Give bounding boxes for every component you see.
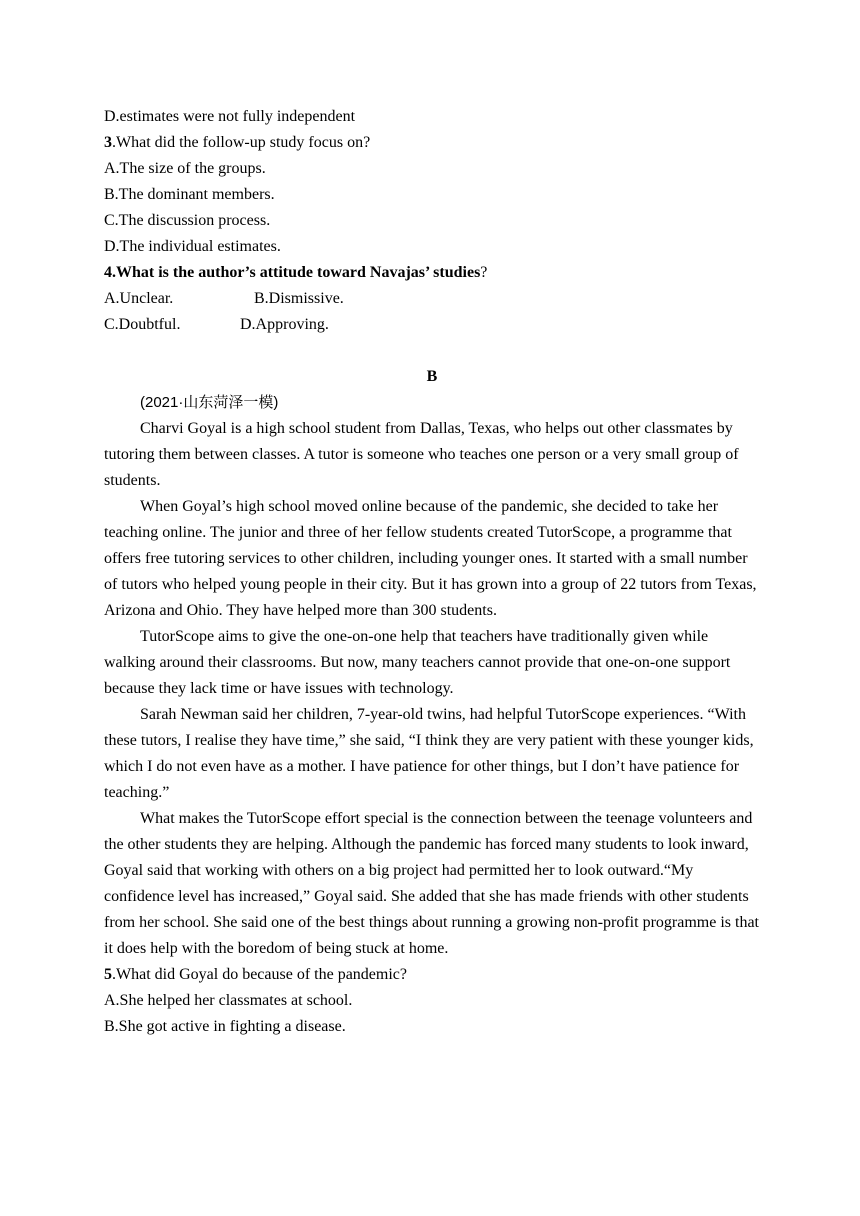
- q5-stem: [104, 962, 760, 988]
- q3-stem-text: .What did the follow-up study focus on?: [112, 134, 371, 151]
- section-title: B: [426, 368, 438, 385]
- q5-option-b: B.She got active in fighting a disease.: [104, 1018, 346, 1035]
- q4-option-d: D.Approving.: [240, 316, 329, 333]
- passage-source: (2021·山东菏泽一模): [140, 394, 279, 411]
- q4-options-row-1: [104, 286, 760, 312]
- passage-paragraph-2: When Goyal’s high school moved online because of the pandemic, she decided to take her teaching online. The junior and three of her fellow students created TutorScope, a programme that offers free tutoring services to other children, including younger ones. It started with a small number of tutors who helped young people in their city. But it has grown into a group of 22 tutors from Texas, Arizona and Ohio. They have helped more than 300 students.: [104, 498, 757, 619]
- q5-stem-text: .What did Goyal do because of the pandemic?: [112, 966, 407, 983]
- q5-option-a: A.She helped her classmates at school.: [104, 992, 353, 1009]
- q4-options-row-2: [104, 312, 760, 338]
- q3-option-b: B.The dominant members.: [104, 186, 275, 203]
- q3-option-a: A.The size of the groups.: [104, 160, 266, 177]
- q2-option-d: D.estimates were not fully independent: [104, 108, 356, 125]
- q5-number: 5: [104, 966, 112, 983]
- passage-paragraph-4: Sarah Newman said her children, 7-year-old twins, had helpful TutorScope experiences. “With these tutors, I realise they have time,” she said, “I think they are very patient with these younger kids, which I do not even have as a mother. I have patience for other things, but I don’t have patience for teaching.”: [104, 706, 754, 801]
- q4-stem-text: .What is the author’s attitude toward Navajas’ studies: [112, 264, 481, 281]
- q4-stem: [104, 260, 760, 286]
- document-page: [104, 104, 760, 1040]
- passage-paragraph-1: Charvi Goyal is a high school student from Dallas, Texas, who helps out other classmates by tutoring them between classes. A tutor is someone who teaches one person or a very small group of students.: [104, 420, 739, 489]
- q4-stem-end: ?: [480, 264, 488, 281]
- q4-option-c: C.Doubtful.: [104, 316, 181, 333]
- q4-option-b: B.Dismissive.: [254, 290, 344, 307]
- q3-number: 3: [104, 134, 112, 151]
- spacer: [104, 338, 760, 364]
- q3-stem: [104, 130, 760, 156]
- passage-paragraph-5: What makes the TutorScope effort special is the connection between the teenage volunteers and the other students they are helping. Although the pandemic has forced many students to look inward, Goyal said that working with others on a big project had permitted her to look outward.“My confidence level has increased,” Goyal said. She added that she has made friends with other students from her school. She said one of the best things about running a growing non-profit programme is that it does help with the boredom of being stuck at home.: [104, 810, 759, 957]
- q3-option-d: D.The individual estimates.: [104, 238, 281, 255]
- q4-number: 4: [104, 264, 112, 281]
- q3-option-c: C.The discussion process.: [104, 212, 271, 229]
- q4-option-a: A.Unclear.: [104, 290, 174, 307]
- passage-paragraph-3: TutorScope aims to give the one-on-one help that teachers have traditionally given while walking around their classrooms. But now, many teachers cannot provide that one-on-one support because they lack time or have issues with technology.: [104, 628, 731, 697]
